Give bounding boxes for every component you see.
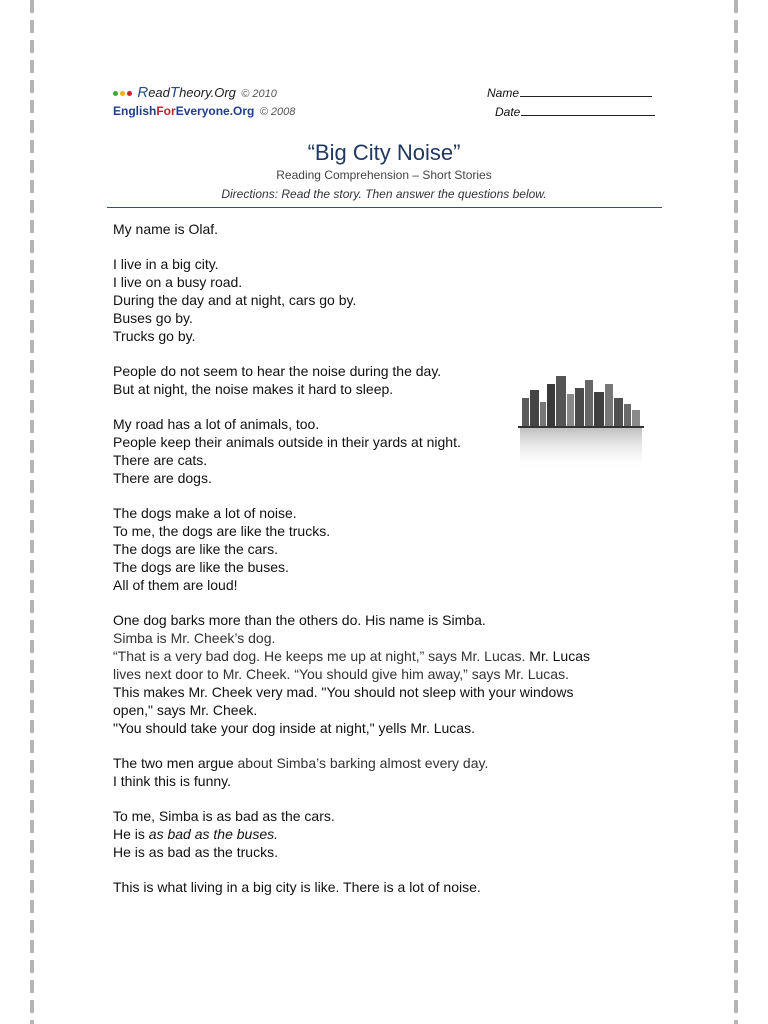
paragraph-8: To me, Simba is as bad as the cars. He is as bad as the buses. He is as bad as the trucks. xyxy=(113,808,335,860)
paragraph-5: The dogs make a lot of noise. To me, the dogs are like the trucks. The dogs are like the cars. The dogs are like the buses. All of them are loud! xyxy=(113,505,331,593)
paragraph-6: One dog barks more than the others do. His name is Simba. Simba is Mr. Cheek’s dog. “That is a very bad dog. He keeps me up at night,” says Mr. Lucas. Mr. Lucas lives next door to Mr. Cheek. “You should give him away,” says Mr. Lucas. This makes Mr. Cheek very mad. "You should not sleep with your windows open," says Mr. Cheek. "You should take your dog inside at night," yells Mr. Lucas. xyxy=(113,612,591,736)
date-blank-line[interactable] xyxy=(521,103,655,116)
date-label: Date xyxy=(495,105,521,119)
englishforeveryone-copyright: © 2008 xyxy=(259,106,296,118)
paragraph-4: My road has a lot of animals, too. People keep their animals outside in their yards at night. There are cats. There are dogs. xyxy=(113,416,461,486)
readtheory-logo xyxy=(113,84,277,101)
name-blank-line[interactable] xyxy=(520,84,652,97)
readtheory-copyright: © 2010 xyxy=(241,88,277,100)
story-text xyxy=(113,220,643,913)
englishforeveryone-logo: EnglishForEveryone.Org © 2008 xyxy=(113,104,296,118)
paragraph-2: I live in a big city. I live on a busy road. During the day and at night, cars go by. Buses go by. Trucks go by. xyxy=(113,256,357,344)
city-skyline-icon xyxy=(518,372,644,474)
paragraph-1: My name is Olaf. xyxy=(113,221,219,237)
story-subtitle: Reading Comprehension – Short Stories xyxy=(276,168,492,182)
date-field[interactable] xyxy=(495,103,655,119)
paragraph-3: People do not seem to hear the noise during the day. But at night, the noise makes it hard to sleep. xyxy=(113,363,442,397)
yellow-dot-icon xyxy=(120,91,125,96)
paragraph-7: The two men argue about Simba’s barking almost every day. I think this is funny. xyxy=(113,755,489,789)
story-title: “Big City Noise” xyxy=(307,140,461,165)
name-field[interactable] xyxy=(487,84,652,100)
header-divider xyxy=(107,207,662,208)
green-dot-icon xyxy=(113,91,118,96)
readtheory-brand: ReadTheory.Org xyxy=(137,84,236,101)
directions: Directions: Read the story. Then answer the questions below. xyxy=(221,187,547,201)
red-dot-icon xyxy=(127,91,132,96)
name-label: Name xyxy=(487,86,520,100)
paragraph-9: This is what living in a big city is like. There is a lot of noise. xyxy=(113,879,481,895)
